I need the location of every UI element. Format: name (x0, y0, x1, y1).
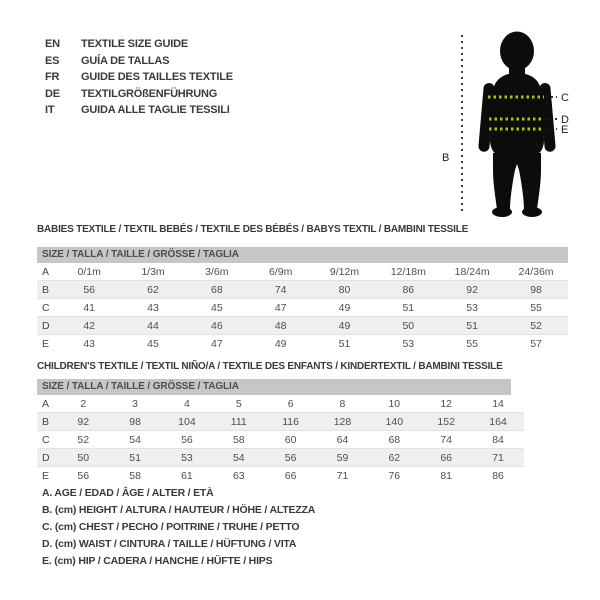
cell-value: 45 (147, 337, 159, 350)
language-label: GUIDE DES TAILLES TEXTILE (81, 71, 233, 84)
language-list (45, 36, 233, 119)
legend-line: D. (cm) WAIST / CINTURA / TAILLE / HÜFTUNG / VITA (42, 538, 297, 550)
row-label: D (42, 451, 50, 464)
cell-value: 53 (466, 301, 478, 314)
language-label: GUÍA DE TALLAS (81, 54, 170, 67)
cell-value: 54 (232, 451, 245, 464)
cell-value: 66 (440, 451, 452, 464)
cell-value: 4 (184, 397, 190, 410)
cell-value: 68 (388, 433, 401, 446)
table-row (37, 281, 568, 299)
cell-value: 55 (466, 337, 478, 350)
label-hip-e: E (561, 124, 569, 136)
babies-size-table (37, 263, 568, 352)
cell-value: 59 (336, 451, 349, 464)
cell-value: 64 (336, 433, 349, 446)
cell-value: 74 (440, 433, 452, 446)
cell-value: 52 (77, 433, 90, 446)
table-row (37, 395, 524, 413)
language-code: ES (45, 54, 60, 67)
silhouette-shape (478, 32, 556, 218)
cell-value: 54 (129, 433, 141, 446)
cell-value: 8 (339, 397, 346, 410)
cell-value: 68 (210, 283, 223, 296)
cell-value: 43 (83, 337, 96, 350)
row-label: B (42, 415, 50, 428)
cell-value: 60 (284, 433, 297, 446)
cell-value: 3 (132, 397, 139, 410)
legend-line: C. (cm) CHEST / PECHO / POITRINE / TRUHE / PETTO (42, 521, 300, 533)
cell-value: 44 (147, 319, 159, 332)
cell-value: 57 (530, 337, 542, 350)
language-code: DE (45, 87, 60, 100)
cell-value: 152 (437, 415, 455, 428)
cell-value: 0/1m (77, 265, 101, 278)
language-row (45, 69, 233, 86)
cell-value: 92 (77, 415, 90, 428)
table-row (37, 413, 524, 431)
cell-value: 18/24m (454, 265, 490, 278)
cell-value: 63 (232, 469, 245, 482)
language-row (45, 102, 233, 119)
cell-value: 1/3m (141, 265, 165, 278)
child-measurement-figure (440, 20, 600, 220)
legend-line: E. (cm) HIP / CADERA / HANCHE / HÜFTE / HIPS (42, 555, 273, 567)
cell-value: 41 (83, 301, 96, 314)
cell-value: 76 (388, 469, 401, 482)
cell-value: 61 (181, 469, 193, 482)
children-size-header: SIZE / TALLA / TAILLE / GRÖSSE / TAGLIA (37, 379, 511, 395)
cell-value: 98 (530, 283, 542, 296)
legend-line: B. (cm) HEIGHT / ALTURA / HAUTEUR / HÖHE / ALTEZZA (42, 504, 316, 516)
cell-value: 14 (492, 397, 504, 410)
cell-value: 9/12m (329, 265, 360, 278)
babies-size-header: SIZE / TALLA / TAILLE / GRÖSSE / TAGLIA (37, 247, 568, 263)
cell-value: 111 (230, 415, 247, 428)
cell-value: 49 (338, 319, 351, 332)
cell-value: 80 (338, 283, 351, 296)
language-label: TEXTILGRÖßENFÜHRUNG (81, 87, 218, 100)
cell-value: 50 (77, 451, 90, 464)
cell-value: 49 (274, 337, 287, 350)
row-label: E (42, 469, 50, 482)
cell-value: 49 (338, 301, 351, 314)
table-row (37, 263, 568, 281)
cell-value: 164 (489, 415, 507, 428)
row-label: E (42, 337, 50, 350)
children-size-table (37, 395, 524, 484)
table-row (37, 299, 568, 317)
cell-value: 92 (466, 283, 478, 296)
cell-value: 5 (235, 397, 242, 410)
row-label: C (42, 433, 50, 446)
language-label: TEXTILE SIZE GUIDE (81, 38, 189, 51)
cell-value: 10 (388, 397, 401, 410)
language-row (45, 36, 233, 53)
babies-table-title: BABIES TEXTILE / TEXTIL BEBÉS / TEXTILE DES BÉBÉS / BABYS TEXTIL / BAMBINI TESSILE (37, 224, 469, 235)
language-row (45, 53, 233, 70)
cell-value: 12 (440, 397, 452, 410)
cell-value: 58 (232, 433, 245, 446)
cell-value: 47 (274, 301, 287, 314)
cell-value: 6/9m (268, 265, 293, 278)
legend-list (42, 487, 315, 572)
cell-value: 51 (466, 319, 478, 332)
label-height-b: B (442, 152, 450, 164)
cell-value: 50 (402, 319, 415, 332)
cell-value: 62 (147, 283, 159, 296)
cell-value: 56 (284, 451, 297, 464)
table-row (37, 431, 524, 449)
cell-value: 56 (181, 433, 193, 446)
cell-value: 58 (129, 469, 141, 482)
cell-value: 71 (336, 469, 349, 482)
row-label: C (42, 301, 50, 314)
language-label: GUIDA ALLE TAGLIE TESSILI (81, 104, 230, 117)
cell-value: 128 (333, 415, 352, 428)
cell-value: 86 (402, 283, 415, 296)
table-row (37, 317, 568, 335)
cell-value: 51 (402, 301, 415, 314)
cell-value: 116 (282, 415, 299, 428)
row-label: A (42, 265, 50, 278)
cell-value: 55 (530, 301, 542, 314)
language-code: IT (45, 104, 55, 117)
cell-value: 86 (492, 469, 504, 482)
label-chest-c: C (561, 92, 569, 104)
cell-value: 45 (210, 301, 223, 314)
cell-value: 74 (274, 283, 287, 296)
cell-value: 43 (147, 301, 159, 314)
cell-value: 66 (284, 469, 297, 482)
cell-value: 51 (129, 451, 141, 464)
table-row (37, 467, 524, 485)
language-code: FR (45, 71, 60, 84)
row-label: D (42, 319, 50, 332)
cell-value: 81 (440, 469, 452, 482)
cell-value: 24/36m (518, 265, 554, 278)
language-row (45, 86, 233, 103)
cell-value: 98 (129, 415, 141, 428)
cell-value: 56 (77, 469, 90, 482)
cell-value: 12/18m (390, 265, 426, 278)
cell-value: 56 (83, 283, 96, 296)
cell-value: 140 (385, 415, 404, 428)
child-silhouette-icon (440, 20, 600, 220)
row-label: A (42, 397, 50, 410)
cell-value: 53 (402, 337, 415, 350)
cell-value: 48 (274, 319, 287, 332)
row-label: B (42, 283, 50, 296)
cell-value: 52 (530, 319, 542, 332)
cell-value: 3/6m (205, 265, 229, 278)
table-row (37, 449, 524, 467)
cell-value: 71 (492, 451, 504, 464)
cell-value: 6 (287, 397, 294, 410)
cell-value: 104 (178, 415, 196, 428)
cell-value: 42 (83, 319, 96, 332)
cell-value: 51 (338, 337, 351, 350)
cell-value: 46 (210, 319, 223, 332)
cell-value: 2 (80, 397, 87, 410)
cell-value: 47 (210, 337, 223, 350)
cell-value: 84 (492, 433, 504, 446)
label-waist-d: D (561, 114, 569, 126)
children-table-title: CHILDREN'S TEXTILE / TEXTIL NIÑO/A / TEXTILE DES ENFANTS / KINDERTEXTIL / BAMBINI TESSILE (37, 361, 503, 372)
cell-value: 62 (388, 451, 401, 464)
language-code: EN (45, 38, 60, 51)
table-row (37, 335, 568, 353)
cell-value: 53 (181, 451, 193, 464)
legend-line: A. AGE / EDAD / ÂGE / ALTER / ETÀ (42, 487, 214, 499)
